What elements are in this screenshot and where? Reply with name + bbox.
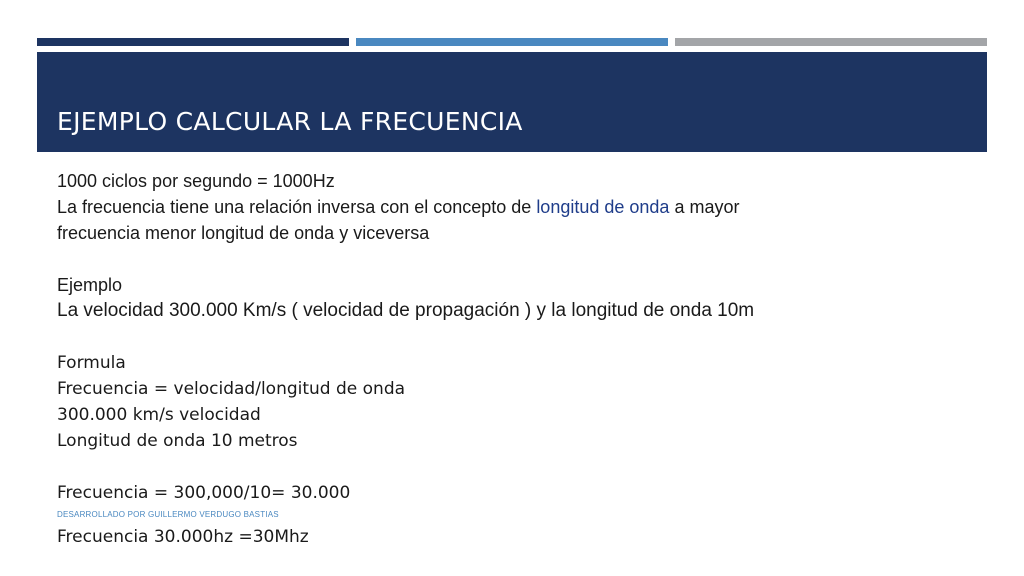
- accent-bar-dark: [37, 38, 349, 46]
- wavelength-link[interactable]: longitud de onda: [536, 197, 670, 217]
- title-banner: [37, 52, 987, 152]
- calculation-line: Frecuencia = 300,000/10= 30.000: [57, 483, 351, 503]
- footer-credit: DESARROLLADO POR GUILLERMO VERDUGO BASTIAS: [57, 510, 279, 519]
- formula-heading: Formula: [57, 353, 126, 373]
- example-text: La velocidad 300.000 Km/s ( velocidad de propagación ) y la longitud de onda 10m: [57, 300, 755, 321]
- text-line-inverse: frecuencia menor longitud de onda y viceversa: [57, 223, 430, 243]
- formula-line-wavelength: Longitud de onda 10 metros: [57, 431, 298, 451]
- example-heading: Ejemplo: [57, 275, 123, 295]
- text-line-cycles: 1000 ciclos por segundo = 1000Hz: [57, 171, 335, 191]
- result-line: Frecuencia 30.000hz =30Mhz: [57, 527, 309, 547]
- accent-bar-blue: [356, 38, 668, 46]
- formula-line-velocity: 300.000 km/s velocidad: [57, 405, 261, 425]
- formula-line-frequency: Frecuencia = velocidad/longitud de onda: [57, 379, 406, 399]
- slide-title: EJEMPLO CALCULAR LA FRECUENCIA: [57, 107, 523, 136]
- relation-text-start: La frecuencia tiene una relación inversa con el concepto de: [57, 197, 537, 217]
- accent-bar-gray: [675, 38, 987, 46]
- text-line-relation: [57, 194, 977, 220]
- relation-text-end: a mayor: [669, 197, 740, 217]
- slide-body: [57, 168, 977, 550]
